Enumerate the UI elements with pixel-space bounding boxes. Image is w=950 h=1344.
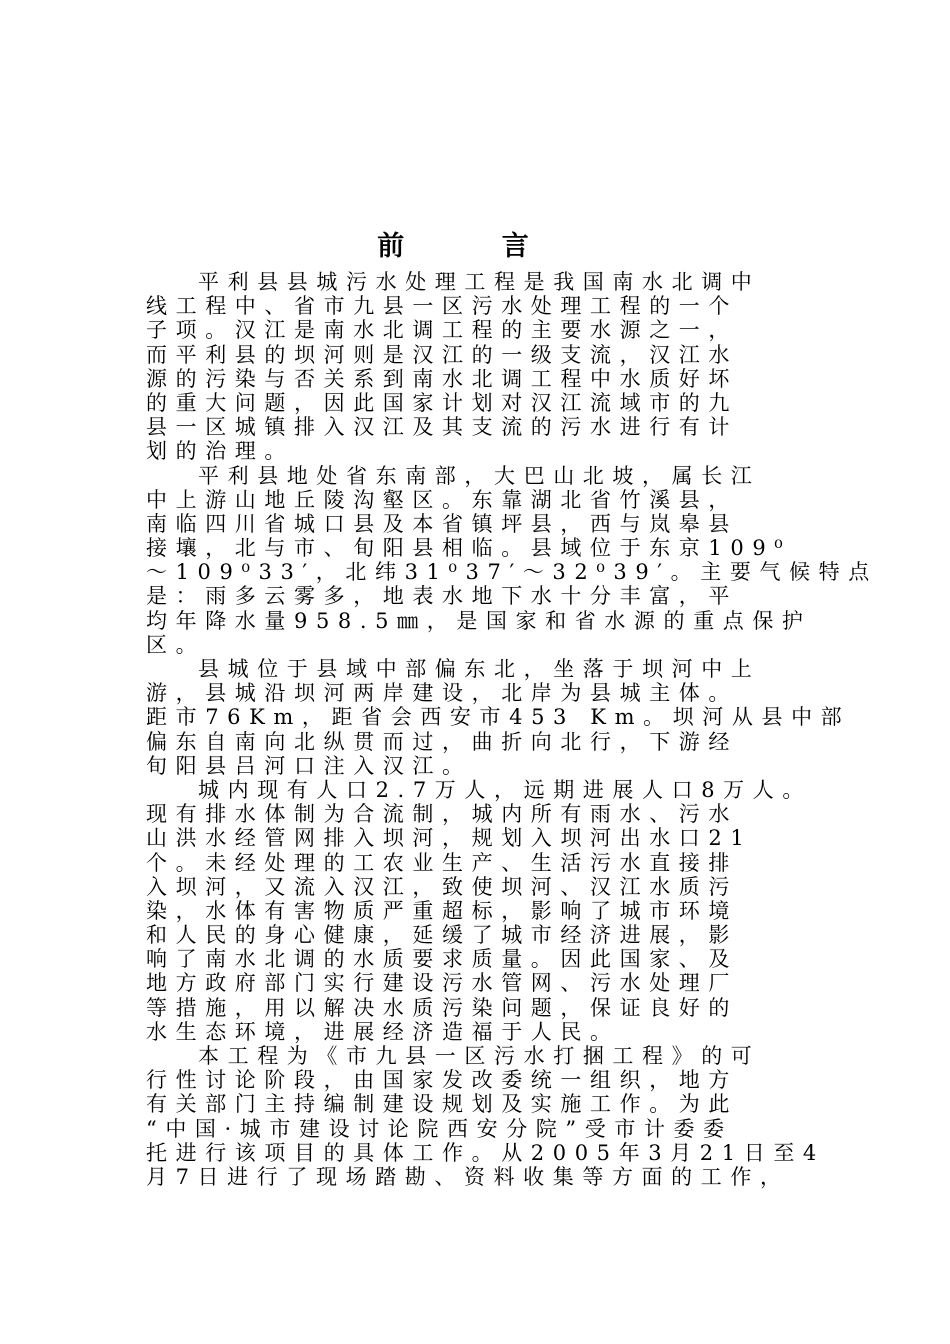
text-line: 接壤，北与市、旬阳县相临。县域位于东京109⁰ <box>146 536 792 561</box>
text-line: 是：雨多云雾多，地表水地下水十分丰富，平 <box>146 584 738 609</box>
page-title: 前 言 <box>377 231 573 262</box>
paragraph-intro <box>146 270 846 464</box>
text-line: 南临四川省城口县及本省镇坪县，西与岚皋县 <box>146 511 738 536</box>
text-line: 等措施，用以解决水质污染问题，保证良好的 <box>146 995 738 1020</box>
text-line: 山洪水经管网排入坝河，规划入坝河出水口21 <box>146 826 753 851</box>
text-line: 距市76Km，距省会西安市453 Km。坝河从县中部 <box>146 705 851 730</box>
text-line: 和人民的身心健康，延缓了城市经济进展，影 <box>146 923 738 948</box>
document-body <box>146 270 878 1189</box>
text-line: 染，水体有害物质严重超标，影响了城市环境 <box>146 898 738 923</box>
paragraph-location <box>146 657 851 778</box>
text-line: 城内现有人口2.7万人，远期进展人口8万人。 <box>198 777 812 802</box>
text-line: “中国·城市建设讨论院西安分院”受市计委委 <box>146 1116 733 1141</box>
text-line: 源的污染与否关系到南水北调工程中水质好坏 <box>146 366 738 391</box>
text-line: 的重大问题，因此国家计划对汉江流域市的九 <box>146 390 738 415</box>
text-line: 线工程中、省市九县一区污水处理工程的一个 <box>146 294 738 319</box>
text-line: 水生态环境，进展经济造福于人民。 <box>146 1019 620 1044</box>
text-line: 行性讨论阶段，由国家发改委统一组织，地方 <box>146 1068 738 1093</box>
text-line: 现有排水体制为合流制，城内所有雨水、污水 <box>146 802 738 827</box>
text-line: 子项。汉江是南水北调工程的主要水源之一， <box>146 318 738 343</box>
paragraph-project <box>146 1044 846 1189</box>
text-line: 中上游山地丘陵沟壑区。东靠湖北省竹溪县， <box>146 487 738 512</box>
text-line: 县一区城镇排入汉江及其支流的污水进行有计 <box>146 415 738 440</box>
text-line: 而平利县的坝河则是汉江的一级支流，汉江水 <box>146 342 738 367</box>
text-line: ～109⁰33′，北纬31⁰37′～32⁰39′。主要气候特点 <box>146 560 878 585</box>
text-line: 地方政府部门实行建设污水管网、污水处理厂 <box>146 971 738 996</box>
paragraph-population <box>146 778 846 1044</box>
text-line: 旬阳县吕河口注入汉江。 <box>146 753 472 778</box>
text-line: 有关部门主持编制建设规划及实施工作。为此 <box>146 1092 738 1117</box>
text-line: 平利县地处省东南部，大巴山北坡，属长江 <box>198 463 761 488</box>
text-line: 游，县城沿坝河两岸建设，北岸为县城主体。 <box>146 681 738 706</box>
text-line: 本工程为《市九县一区污水打捆工程》的可 <box>198 1044 761 1068</box>
text-line: 偏东自南向北纵贯而过，曲折向北行，下游经 <box>146 729 738 754</box>
text-line: 响了南水北调的水质要求质量。因此国家、及 <box>146 947 738 972</box>
text-line: 托进行该项目的具体工作。从2005年3月21日至4 <box>146 1140 825 1165</box>
text-line: 月7日进行了现场踏勘、资料收集等方面的工作， <box>146 1164 790 1189</box>
text-line: 划的治理。 <box>146 439 294 464</box>
text-line: 县城位于县域中部偏东北，坐落于坝河中上 <box>198 657 761 681</box>
text-line: 平利县县城污水处理工程是我国南水北调中 <box>198 270 761 294</box>
text-line: 区。 <box>146 632 206 657</box>
text-line: 均年降水量958.5㎜，是国家和省水源的重点保护 <box>146 608 812 633</box>
text-line: 入坝河，又流入汉江，致使坝河、汉江水质污 <box>146 874 738 899</box>
text-line: 个。未经处理的工农业生产、生活污水直接排 <box>146 850 738 875</box>
paragraph-geography <box>146 463 878 658</box>
